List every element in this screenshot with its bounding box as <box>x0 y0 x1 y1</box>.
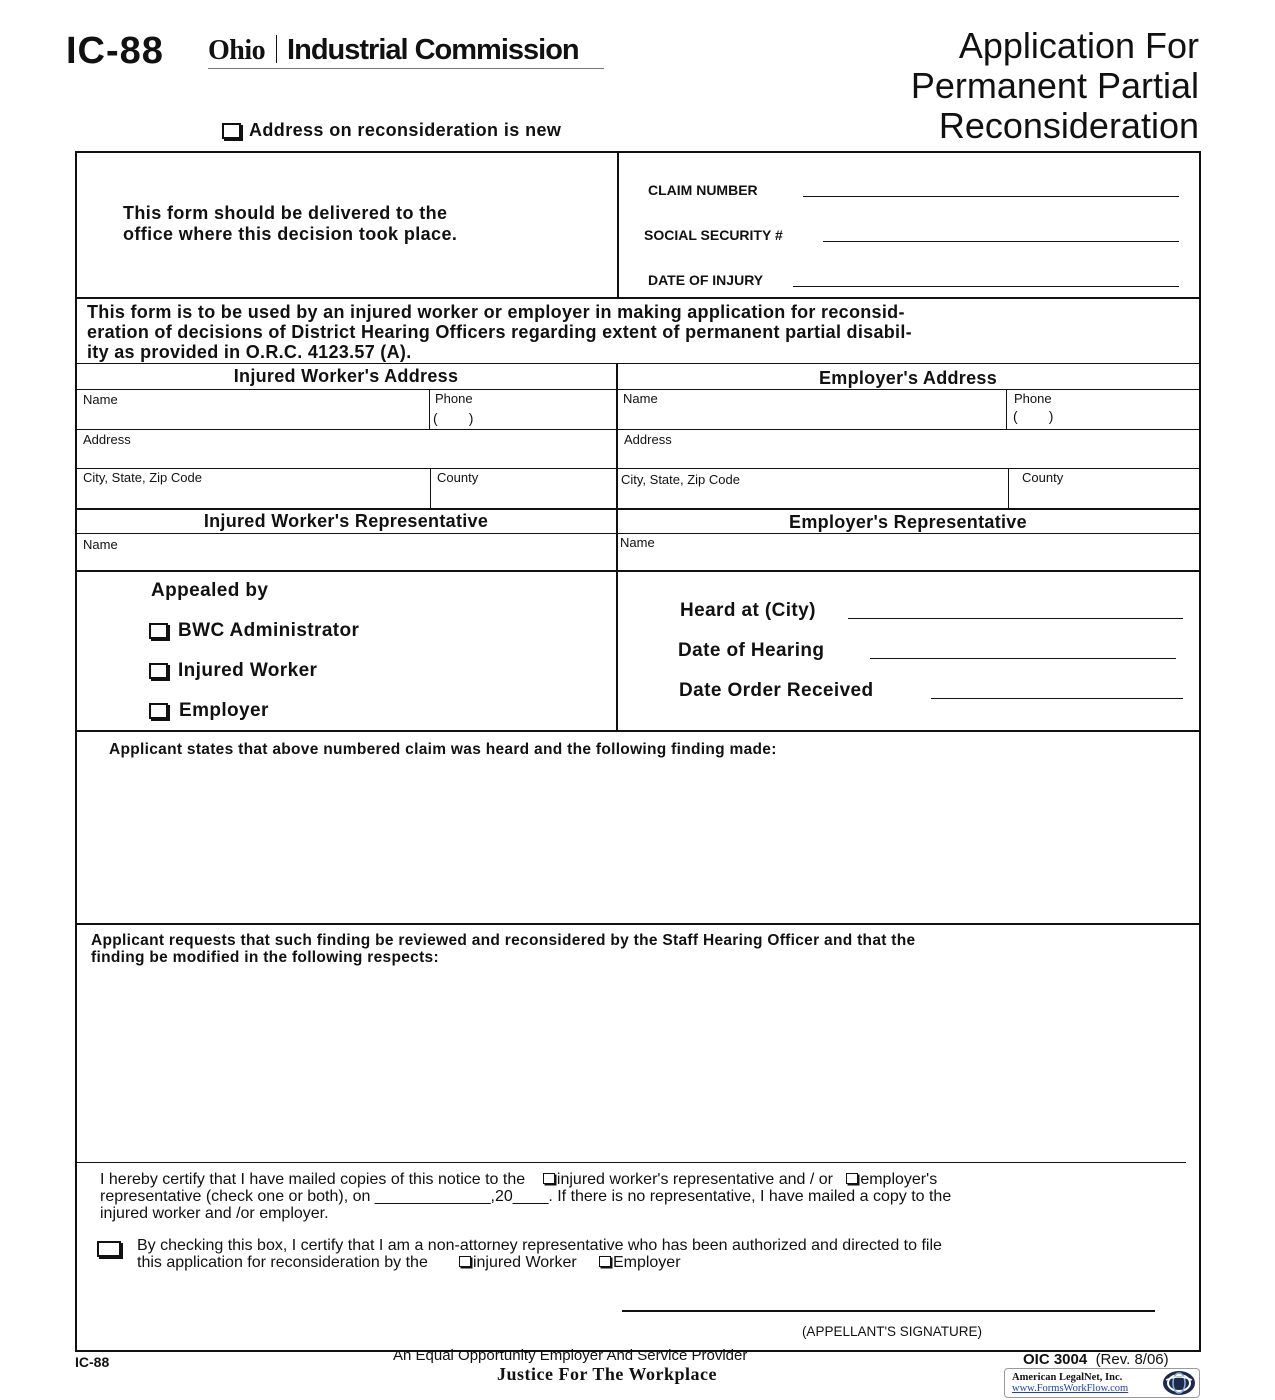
revision: (Rev. 8/06) <box>1095 1351 1169 1368</box>
agency-logo <box>208 34 604 69</box>
date-of-injury-label: DATE OF INJURY <box>648 272 764 288</box>
date-order-received-label: Date Order Received <box>679 680 874 701</box>
appeal-option-worker[interactable]: Injured Worker <box>149 660 317 682</box>
heard-at-field[interactable] <box>848 618 1183 619</box>
nonattorney-worker-checkbox[interactable] <box>459 1256 471 1267</box>
globe-icon <box>1161 1370 1197 1396</box>
purpose-text: This form is to be used by an injured worker or employer in making application for reconsid- eration of decisions of District Hearing Officers regarding extent of permanent partial disabil- ity as provided in O.R.C. 4123.57 (A). <box>87 302 912 362</box>
address-new-row <box>222 120 561 141</box>
date-of-injury-field[interactable] <box>793 286 1179 287</box>
cert-line-1: I hereby certify that I have mailed copies of this notice to the injured worker's representative and / or employer's <box>100 1171 938 1188</box>
employer-rep-heading: Employer's Representative <box>789 512 1027 532</box>
employer-county-label: County <box>1022 470 1064 485</box>
claim-number-label: CLAIM NUMBER <box>648 182 758 198</box>
request-text-area[interactable] <box>80 972 1194 1157</box>
appeal-option-employer[interactable]: Employer <box>149 700 269 722</box>
date-of-hearing-label: Date of Hearing <box>678 640 825 661</box>
agency-name: Industrial Commission <box>287 34 579 66</box>
date-of-hearing-field[interactable] <box>870 658 1176 659</box>
finding-text-area[interactable] <box>80 765 1194 920</box>
worker-phone-label: Phone <box>435 391 473 406</box>
address-row-bottom <box>76 468 1199 469</box>
nonattorney-checkbox[interactable] <box>97 1240 121 1258</box>
title-line-1: Application For <box>958 25 1199 66</box>
employer-address-label: Address <box>624 432 672 447</box>
employer-phone-label: Phone <box>1014 391 1052 406</box>
bwc-checkbox[interactable] <box>149 623 168 639</box>
form-code: IC-88 <box>66 30 164 72</box>
revision-info <box>1023 1351 1169 1368</box>
publisher-name: American LegalNet, Inc. <box>1012 1372 1123 1383</box>
worker-county-label: County <box>437 470 479 485</box>
rep-section-bottom <box>76 570 1199 572</box>
appealed-by-heading: Appealed by <box>151 580 269 601</box>
address-section-bottom <box>76 508 1199 510</box>
equal-opportunity-text: An Equal Opportunity Employer And Service Provider <box>393 1347 748 1364</box>
certification-text <box>100 1171 951 1222</box>
publisher-badge <box>1004 1368 1200 1398</box>
employer-checkbox[interactable] <box>149 703 168 719</box>
purpose-bottom <box>76 363 1199 364</box>
footer-form-code: IC-88 <box>75 1354 110 1370</box>
top-box-bottom <box>76 297 1199 299</box>
motto: Justice For The Workplace <box>497 1364 718 1384</box>
employer-phone-divider <box>1006 389 1007 429</box>
worker-rep-name-label: Name <box>83 537 118 552</box>
heard-at-label: Heard at (City) <box>680 600 816 621</box>
worker-name-label: Name <box>83 392 118 407</box>
worker-city-label: City, State, Zip Code <box>83 470 202 485</box>
nonattorney-text: By checking this box, I certify that I am a non-attorney representative who has been authorized and directed to file this application for reconsideration by the injured Worker Employer <box>137 1237 942 1271</box>
nonattorney-employer-checkbox[interactable] <box>599 1256 611 1267</box>
address-new-checkbox[interactable] <box>222 123 241 139</box>
cert-worker-rep-checkbox[interactable] <box>543 1173 555 1184</box>
cert-employer-rep-checkbox[interactable] <box>846 1173 858 1184</box>
ssn-label: SOCIAL SECURITY # <box>644 227 783 243</box>
employer-name-label: Name <box>623 391 658 406</box>
worker-address-label: Address <box>83 432 131 447</box>
address-new-label: Address on reconsideration is new <box>249 120 562 140</box>
appeal-section-bottom <box>76 730 1199 732</box>
request-label: Applicant requests that such finding be reviewed and reconsidered by the Staff Hearing Officer and that the finding be modified in the following respects: <box>91 932 916 966</box>
employer-city-label: City, State, Zip Code <box>621 472 740 487</box>
ssn-field[interactable] <box>823 241 1179 242</box>
signature-label: (APPELLANT'S SIGNATURE) <box>801 1324 983 1339</box>
claim-number-field[interactable] <box>803 196 1179 197</box>
injured-worker-checkbox[interactable] <box>149 663 168 679</box>
publisher-url[interactable]: www.FormsWorkFlow.com <box>1012 1383 1129 1394</box>
worker-county-divider <box>430 468 431 509</box>
title-line-2: Permanent Partial <box>910 65 1199 106</box>
finding-label: Applicant states that above numbered claim was heard and the following finding made: <box>109 741 777 758</box>
name-row-bottom <box>76 429 1199 430</box>
request-section-bottom <box>76 1162 1186 1163</box>
ohio-wordmark: Ohio <box>208 35 266 66</box>
worker-phone-divider <box>429 389 430 429</box>
employer-rep-name-label: Name <box>620 535 655 550</box>
employer-county-divider <box>1008 468 1009 509</box>
top-divider <box>617 152 619 298</box>
cert-line-2: representative (check one or both), on _____________,20____. If there is no representative, I have mailed a copy to the <box>100 1188 952 1205</box>
oic-code: OIC 3004 <box>1023 1351 1088 1368</box>
employer-phone-field[interactable]: ( ) <box>1013 408 1054 424</box>
logo-divider <box>276 35 277 63</box>
worker-phone-field[interactable]: ( ) <box>433 410 474 426</box>
employer-address-heading: Employer's Address <box>818 368 998 388</box>
worker-address-heading: Injured Worker's Address <box>233 366 459 386</box>
signature-line[interactable] <box>622 1310 1155 1312</box>
cert-line-3: injured worker and /or employer. <box>100 1205 329 1222</box>
title-line-3: Reconsideration <box>938 105 1199 146</box>
date-order-received-field[interactable] <box>931 698 1183 699</box>
appeal-option-bwc[interactable]: BWC Administrator <box>149 620 359 642</box>
delivery-note: This form should be delivered to the office where this decision took place. <box>123 203 458 244</box>
rep-heading-bottom <box>76 533 1199 534</box>
address-divider <box>616 363 618 731</box>
address-heading-bottom <box>76 389 1199 390</box>
form-title <box>911 26 1199 146</box>
finding-section-bottom <box>76 923 1199 925</box>
worker-rep-heading: Injured Worker's Representative <box>203 511 489 531</box>
